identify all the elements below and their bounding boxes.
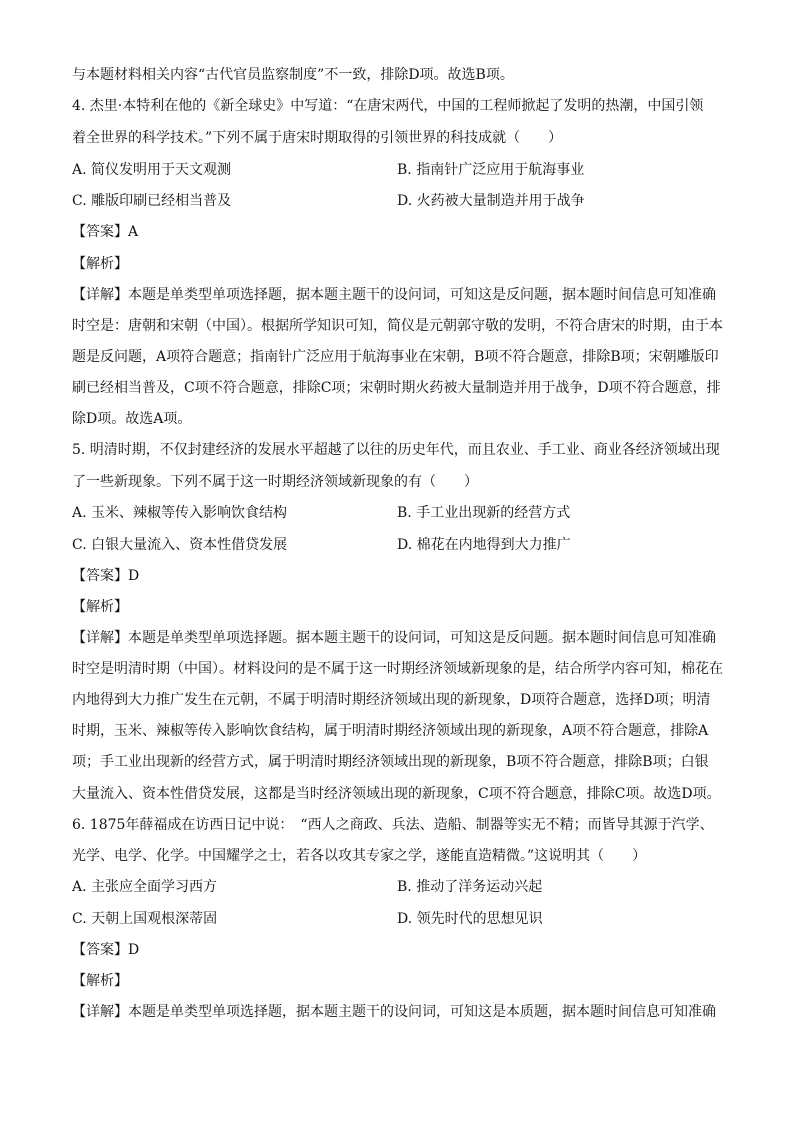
q5-answer: 【答案】D <box>72 568 140 584</box>
q5-detail-line-2: 时空是明清时期（中国）。材料设问的是不属于这一时期经济领域新现象的是，结合所学内容可知，棉花在 <box>72 661 723 677</box>
q4-detail-line-3: 题是反问题，A项符合题意；指南针广泛应用于航海事业在宋朝，B项不符合题意，排除B项；宋朝雕版印 <box>72 349 719 365</box>
q6-detail-line-1: 【详解】本题是单类型单项选择题，据本题主题干的设问词，可知这是本质题，据本题时间信息可知准确 <box>72 1004 716 1020</box>
q6-option-d: D. 领先时代的思想见识 <box>397 911 543 927</box>
q4-option-c: C. 雕版印刷已经相当普及 <box>72 193 232 209</box>
q5-option-a: A. 玉米、辣椒等传入影响饮食结构 <box>72 505 288 521</box>
q5-option-c: C. 白银大量流入、资本性借贷发展 <box>72 537 288 553</box>
previous-answer-tail: 与本题材料相关内容“古代官员监察制度”不一致，排除D项。故选B项。 <box>72 67 514 83</box>
q4-detail-line-1: 【详解】本题是单类型单项选择题，据本题主题干的设问词，可知这是反问题，据本题时间信息可知准确 <box>72 287 716 303</box>
q6-analysis-label: 【解析】 <box>72 973 128 989</box>
q6-option-b: B. 推动了洋务运动兴起 <box>397 879 543 895</box>
q4-answer: 【答案】A <box>72 224 139 240</box>
q5-detail-line-6: 大量流入、资本性借贷发展，这都是当时经济领域出现的新现象，C项不符合题意，排除C项。故选D项。 <box>72 786 721 802</box>
q6-answer: 【答案】D <box>72 942 140 958</box>
q6-stem-line-2: 光学、电学、化学。中国耀学之士，若各以攻其专家之学，遂能直造精微。”这说明其（ ） <box>72 848 647 864</box>
q4-option-a: A. 简仪发明用于天文观测 <box>72 162 232 178</box>
q5-option-d: D. 棉花在内地得到大力推广 <box>397 537 571 553</box>
q4-stem-line-1: 4. 杰里·本特利在他的《新全球史》中写道：“在唐宋两代，中国的工程师掀起了发明的热潮，中国引领 <box>72 98 704 114</box>
q5-detail-line-1: 【详解】本题是单类型单项选择题。据本题主题干的设问词，可知这是反问题。据本题时间信息可知准确 <box>72 630 716 646</box>
q6-stem-line-1: 6. 1875年薛福成在访西日记中说： “西人之商政、兵法、造船、制器等实无不精；而皆导其源于汽学、 <box>72 817 714 833</box>
q5-detail-line-5: 项；手工业出现新的经营方式，属于明清时期经济领域出现的新现象，B项不符合题意，排除B项；白银 <box>72 754 709 770</box>
q6-option-a: A. 主张应全面学习西方 <box>72 879 218 895</box>
q5-detail-line-4: 时期，玉米、辣椒等传入影响饮食结构，属于明清时期经济领域出现的新现象，A项不符合题意，排除A <box>72 723 709 739</box>
q5-stem-line-2: 了一些新现象。下列不属于这一时期经济领域新现象的有（ ） <box>72 474 478 490</box>
q4-analysis-label: 【解析】 <box>72 256 128 272</box>
q4-stem-line-2: 着全世界的科学技术。”下列不属于唐宋时期取得的引领世界的科技成就（ ） <box>72 130 563 146</box>
q4-detail-line-4: 刷已经相当普及，C项不符合题意，排除C项；宋朝时期火药被大量制造并用于战争，D项不符合题意，排 <box>72 380 721 396</box>
q5-detail-line-3: 内地得到大力推广发生在元朝，不属于明清时期经济领域出现的新现象，D项符合题意，选择D项；明清 <box>72 692 711 708</box>
q5-analysis-label: 【解析】 <box>72 599 128 615</box>
q5-stem-line-1: 5. 明清时期，不仅封建经济的发展水平超越了以往的历史年代，而且农业、手工业、商业各经济领域出现 <box>72 442 720 458</box>
q4-detail-line-5: 除D项。故选A项。 <box>72 411 192 427</box>
q6-option-c: C. 天朝上国观根深蒂固 <box>72 911 218 927</box>
q4-detail-line-2: 时空是：唐朝和宋朝（中国）。根据所学知识可知，简仪是元朝郭守敬的发明，不符合唐宋的时期，由于本 <box>72 318 723 334</box>
q4-option-d: D. 火药被大量制造并用于战争 <box>397 193 585 209</box>
q5-option-b: B. 手工业出现新的经营方式 <box>397 505 571 521</box>
q4-option-b: B. 指南针广泛应用于航海事业 <box>397 162 585 178</box>
